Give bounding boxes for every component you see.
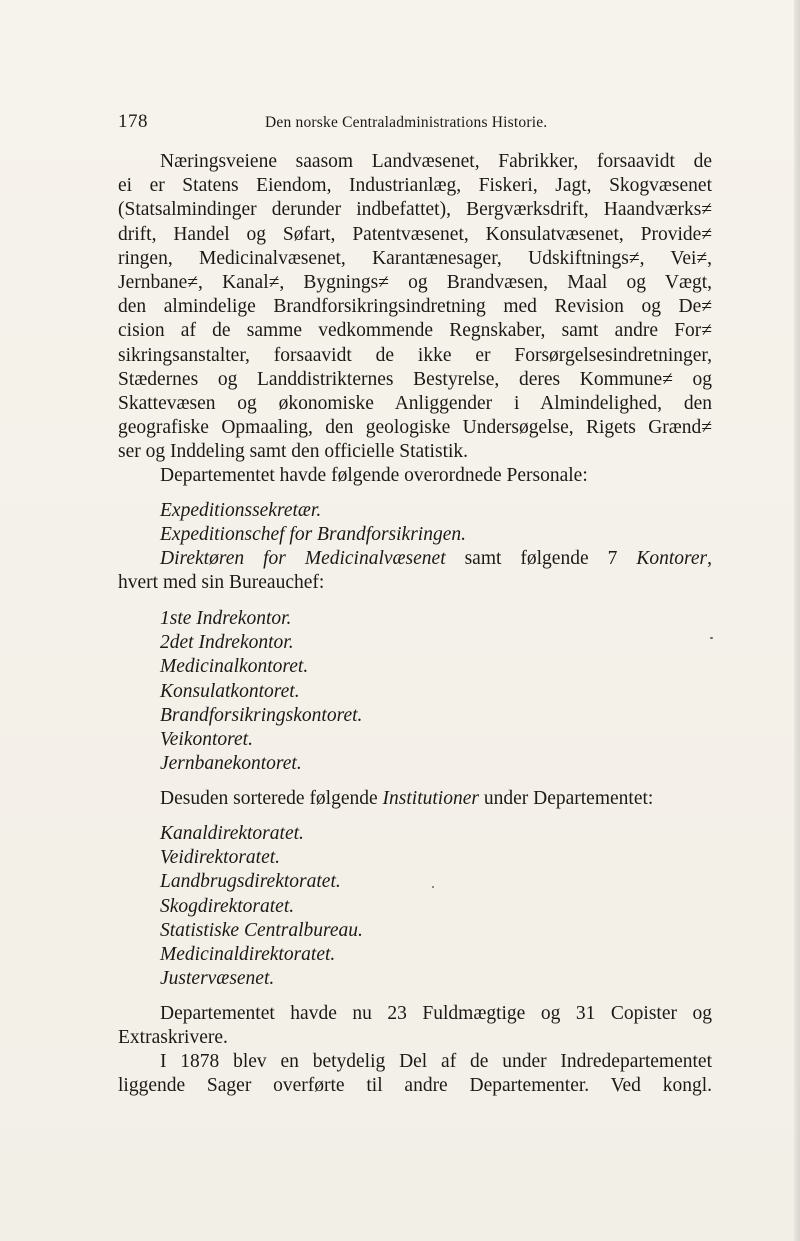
page-header	[118, 111, 588, 141]
staff-line-2: Extraskrivere.	[118, 1027, 228, 1048]
paragraph-line: Stædernes og Landdistrikternes Bestyrelse, deres Kommune≠ og	[118, 368, 712, 390]
paragraph-line: (Statsalmindinger derunder indbefattet), Bergværksdrift, Haandværks≠	[118, 199, 712, 221]
offices-italic: Kontorer	[636, 548, 708, 569]
list-item: Jernbanekontoret.	[160, 753, 302, 775]
list-item: Expeditionssekretær.	[160, 500, 322, 521]
personnel-intro: Departementet havde følgende overordnede Personale:	[160, 465, 588, 486]
institutions-intro	[160, 787, 712, 811]
paragraph-line: Skattevæsen og økonomiske Anliggender i Almindelighed, den	[118, 393, 712, 415]
list-item: 2det Indrekontor.	[160, 632, 294, 654]
closing-line-1: I 1878 blev en betydelig Del af de under Indredepartementet	[160, 1051, 712, 1072]
list-item: Justervæsenet.	[160, 968, 275, 990]
list-item: Medicinaldirektoratet.	[160, 944, 336, 966]
staff-line-1: Departementet havde nu 23 Fuldmægtige og 31 Copister og	[160, 1003, 712, 1024]
director-continuation: hvert med sin Bureauchef:	[118, 572, 325, 593]
paragraph-line: drift, Handel og Søfart, Patentvæsenet, Konsulatvæsenet, Provide≠	[118, 223, 712, 245]
list-item: Expeditionschef for Brandforsikringen.	[160, 524, 467, 546]
list-item: Skogdirektoratet.	[160, 895, 295, 917]
paragraph-line: den almindelige Brandforsikringsindretning med Revision og De≠	[118, 296, 712, 318]
paragraph-line: Næringsveiene saasom Landvæsenet, Fabrikker, forsaavidt de	[160, 151, 712, 172]
list-item: Medicinalkontoret.	[160, 656, 309, 678]
list-item: 1ste Indrekontor.	[160, 608, 292, 629]
list-item: Kanaldirektoratet.	[160, 823, 304, 844]
paragraph-line: cision af de samme vedkommende Regnskaber, samt andre For≠	[118, 320, 712, 342]
paper-speck	[432, 886, 434, 888]
paragraph-industries	[118, 150, 712, 465]
page-edge	[794, 0, 800, 1241]
list-item: Veidirektoratet.	[160, 847, 281, 869]
paragraph-line: sikringsanstalter, forsaavidt de ikke er Forsørgelsesindretninger,	[118, 344, 712, 366]
list-item: Brandforsikringskontoret.	[160, 704, 363, 726]
institutions-list	[160, 822, 720, 991]
paragraph-line: ringen, Medicinalvæsenet, Karantænesager, Udskiftnings≠, Vei≠,	[118, 247, 712, 269]
institutions-italic: Institutioner	[382, 788, 479, 809]
list-item: Veikontoret.	[160, 729, 253, 751]
institutions-plain: Desuden sorterede følgende	[160, 788, 383, 809]
paper-speck	[710, 637, 713, 639]
closing-line-2: liggende Sager overførte til andre Departementer. Ved kongl.	[118, 1075, 712, 1096]
paragraph-line: geografiske Opmaaling, den geologiske Undersøgelse, Rigets Grænd≠	[118, 417, 712, 439]
page-number: 178	[118, 111, 148, 132]
running-title: Den norske Centraladministrations Historie.	[265, 114, 548, 131]
institutions-plain-end: under Departementet:	[478, 788, 654, 809]
list-item: Konsulatkontoret.	[160, 680, 300, 702]
director-line	[160, 547, 712, 571]
director-comma: ,	[707, 548, 712, 569]
paragraph-line: Jernbane≠, Kanal≠, Bygnings≠ og Brandvæsen, Maal og Vægt,	[118, 272, 712, 294]
director-plain: samt følgende 7	[445, 548, 637, 569]
paragraph-line: ei er Statens Eiendom, Industrianlæg, Fiskeri, Jagt, Skogvæsenet	[118, 175, 712, 197]
director-italic: Direktøren for Medicinalvæsenet	[160, 548, 446, 569]
positions-list	[160, 499, 720, 547]
paragraph-line: ser og Inddeling samt den officielle Statistik.	[118, 441, 469, 463]
list-item: Landbrugsdirektoratet.	[160, 871, 341, 893]
offices-list	[160, 607, 720, 776]
list-item: Statistiske Centralbureau.	[160, 919, 363, 941]
